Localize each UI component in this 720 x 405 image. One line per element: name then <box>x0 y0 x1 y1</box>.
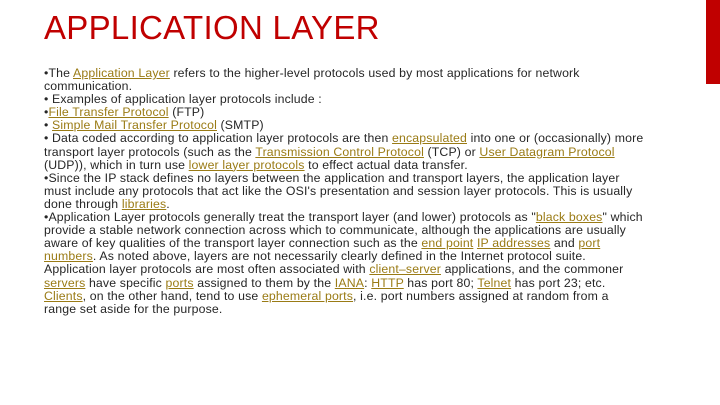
text: (TCP) or <box>423 144 480 159</box>
text: . As noted above, layers are not necessarily clearly defined in the Internet protocol suite. Application layer protocols are most often associated with <box>44 249 586 277</box>
text: applications, and the commoner <box>441 262 624 277</box>
text: . <box>166 196 170 211</box>
text: • <box>44 105 49 120</box>
link-ip-addresses[interactable]: IP addresses <box>476 236 551 251</box>
text: , i.e. port numbers assigned at random from a range set aside for the purpose. <box>44 288 609 316</box>
link-ephemeral-ports[interactable]: ephemeral ports <box>261 288 354 303</box>
text: • Examples of application layer protocols include : <box>44 92 322 107</box>
link-libraries[interactable]: libraries <box>121 196 167 211</box>
text: assigned to them by the <box>193 275 335 290</box>
link-lower-layer-protocols[interactable]: lower layer protocols <box>188 157 305 172</box>
link-file-transfer-protocol[interactable]: File Transfer Protocol <box>48 105 169 120</box>
link-iana[interactable]: IANA <box>334 275 365 290</box>
text: , on the other hand, tend to use <box>82 288 262 303</box>
text: • <box>44 118 53 133</box>
link-end-point[interactable]: end point <box>421 236 474 251</box>
link-black-boxes[interactable]: black boxes <box>535 210 603 225</box>
link-clients[interactable]: Clients <box>44 288 83 303</box>
text: •Since the IP stack defines no layers between the application and transport layers, the application layer must include any protocols that act like the OSI's presentation and session layer protocols. This is usually done through <box>44 170 633 211</box>
text: (SMTP) <box>216 118 264 133</box>
text: (UDP)), which in turn use <box>44 157 189 172</box>
bullet-application-layer <box>44 67 644 93</box>
text: " which provide a stable network connection across which to communicate, although the applications are usually aware of key qualities of the transport layer connection such as the <box>44 210 643 251</box>
text: to effect actual data transfer. <box>304 157 468 172</box>
link-application-layer[interactable]: Application Layer <box>72 66 170 80</box>
slide-title: APPLICATION LAYER <box>44 9 380 46</box>
text: refers to the higher-level protocols used by most applications for network communication. <box>44 66 580 94</box>
bullet-data-coded <box>44 132 644 171</box>
text: and <box>550 236 579 251</box>
link-port-numbers[interactable]: port numbers <box>44 236 601 264</box>
link-http[interactable]: HTTP <box>371 275 404 290</box>
link-ports[interactable]: ports <box>165 275 194 290</box>
text: • Data coded according to application layer protocols are then <box>44 131 393 146</box>
link-transmission-control-protocol[interactable]: Transmission Control Protocol <box>255 144 424 159</box>
text: (FTP) <box>168 105 205 120</box>
link-servers[interactable]: servers <box>44 275 86 290</box>
link-simple-mail-transfer-protocol[interactable]: Simple Mail Transfer Protocol <box>52 118 217 133</box>
link-encapsulated[interactable]: encapsulated <box>392 131 467 146</box>
text: has port 23; etc. <box>511 275 606 290</box>
text: into one or (occasionally) more transport layer protocols (such as the <box>44 131 644 159</box>
link-user-datagram-protocol[interactable]: User Datagram Protocol <box>479 144 615 159</box>
link-client-server[interactable]: client–server <box>369 262 441 277</box>
bullet-ip-stack <box>44 172 644 211</box>
bullet-black-boxes <box>44 211 644 316</box>
text: has port 80; <box>403 275 478 290</box>
text: have specific <box>85 275 166 290</box>
slide-body <box>44 67 644 316</box>
link-telnet[interactable]: Telnet <box>477 275 512 290</box>
text: : <box>364 275 372 290</box>
accent-bar <box>706 0 720 84</box>
text: •The <box>44 66 73 80</box>
text: •Application Layer protocols generally treat the transport layer (and lower) protocols as " <box>44 210 536 225</box>
